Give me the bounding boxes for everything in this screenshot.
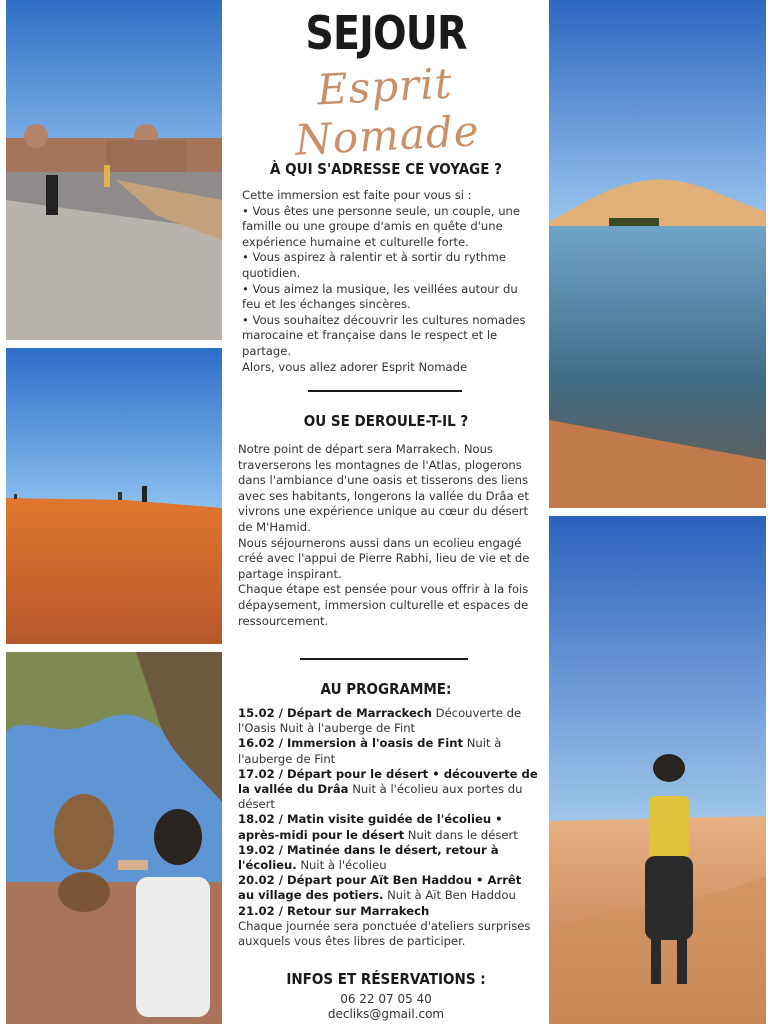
program-item-date: 20.02 / Départ pour Aït Ben Haddou • Arrêt au village des potiers.	[238, 873, 522, 903]
contact-block	[226, 992, 546, 1022]
program-item	[238, 904, 538, 919]
audience-intro: Cette immersion est faite pour vous si :	[242, 188, 472, 202]
program-item	[238, 706, 538, 736]
program-heading: AU PROGRAMME:	[320, 680, 452, 698]
text-column	[226, 0, 546, 1024]
program-item-date: 15.02 / Départ de Marrackech	[238, 706, 432, 720]
audience-bullet: • Vous aimez la musique, les veillées autour du feu et les échanges sincères.	[242, 281, 518, 312]
page-title: SEJOUR	[305, 6, 467, 60]
audience-bullet: • Vous êtes une personne seule, un couple, une famille ou une groupe d'amis en quête d'une expérience humaine et culturelle forte.	[242, 203, 521, 249]
program-item-date: 21.02 / Retour sur Marrakech	[238, 903, 430, 918]
audience-heading: À QUI S'ADRESSE CE VOYAGE ?	[269, 160, 503, 178]
program-item	[238, 843, 538, 873]
location-paragraph: Nous séjournerons aussi dans un ecolieu engagé créé avec l'appui de Pierre Rabhi, lieu de vie et de partage inspirant.	[238, 535, 530, 581]
program-item-detail: Nuit à l'écolieu	[296, 858, 387, 873]
photo-dune-walkers	[6, 348, 222, 644]
location-paragraph: Chaque étape est pensée pour vous offrir à la fois dépaysement, immersion culturelle et espaces de ressourcement.	[238, 582, 529, 628]
program-item	[238, 812, 538, 842]
photo-oasis-lake	[549, 0, 766, 508]
page-subtitle: Esprit Nomade	[293, 58, 481, 165]
program-item-detail: Découverte de l'Oasis Nuit à l'auberge de Fint	[238, 706, 522, 736]
location-paragraph: Notre point de départ sera Marrakech. Nous traverserons les montagnes de l'Atlas, plogerons dans l'ambiance d'une oasis et tisserons des liens avec ses habitants, longerons la vallée du Drâa et vivrons une expérience unique au cœur du désert de M'Hamid.	[238, 442, 529, 534]
program-item-date: 19.02 / Matinée dans le désert, retour à l'écolieu.	[238, 842, 499, 873]
contact-phone[interactable]: 06 22 07 05 40	[340, 992, 432, 1006]
program-list	[238, 706, 538, 949]
location-heading: OU SE DEROULE-T-IL ?	[303, 412, 469, 430]
audience-bullet: • Vous souhaitez découvrir les cultures nomades marocaine et française dans le respect et le partage.	[242, 312, 526, 358]
section-divider	[308, 390, 462, 392]
program-item	[238, 873, 538, 903]
photo-kasbah-walkway	[6, 0, 222, 340]
program-item-date: 17.02 / Départ pour le désert • découverte de la vallée du Drâa	[238, 766, 538, 797]
program-item	[238, 736, 538, 766]
program-item-detail: Nuit à l'auberge de Fint	[238, 736, 502, 766]
audience-outro: Alors, vous allez adorer Esprit Nomade	[242, 359, 468, 374]
contact-email[interactable]: decliks@gmail.com	[327, 1007, 445, 1021]
contact-heading: INFOS ET RÉSERVATIONS :	[286, 970, 486, 988]
program-item-date: 16.02 / Immersion à l'oasis de Fint	[238, 736, 464, 751]
program-footer: Chaque journée sera ponctuée d'ateliers surprises auxquels vous êtes libres de participer.	[238, 918, 531, 949]
audience-bullet: • Vous aspirez à ralentir et à sortir du rythme quotidien.	[242, 250, 507, 280]
program-item	[238, 767, 538, 813]
audience-text	[242, 188, 536, 375]
photo-camel-woman	[6, 652, 222, 1024]
program-item-detail: Nuit à l'écolieu aux portes du désert	[238, 782, 523, 812]
program-item-detail: Nuit à Aït Ben Haddou	[383, 888, 516, 903]
section-divider	[300, 658, 468, 660]
photo-woman-on-dunes	[549, 516, 766, 1024]
program-item-date: 18.02 / Matin visite guidée de l'écolieu • après-midi pour le désert	[238, 812, 503, 842]
location-text	[238, 442, 538, 629]
program-item-detail: Nuit dans le désert	[404, 827, 518, 842]
